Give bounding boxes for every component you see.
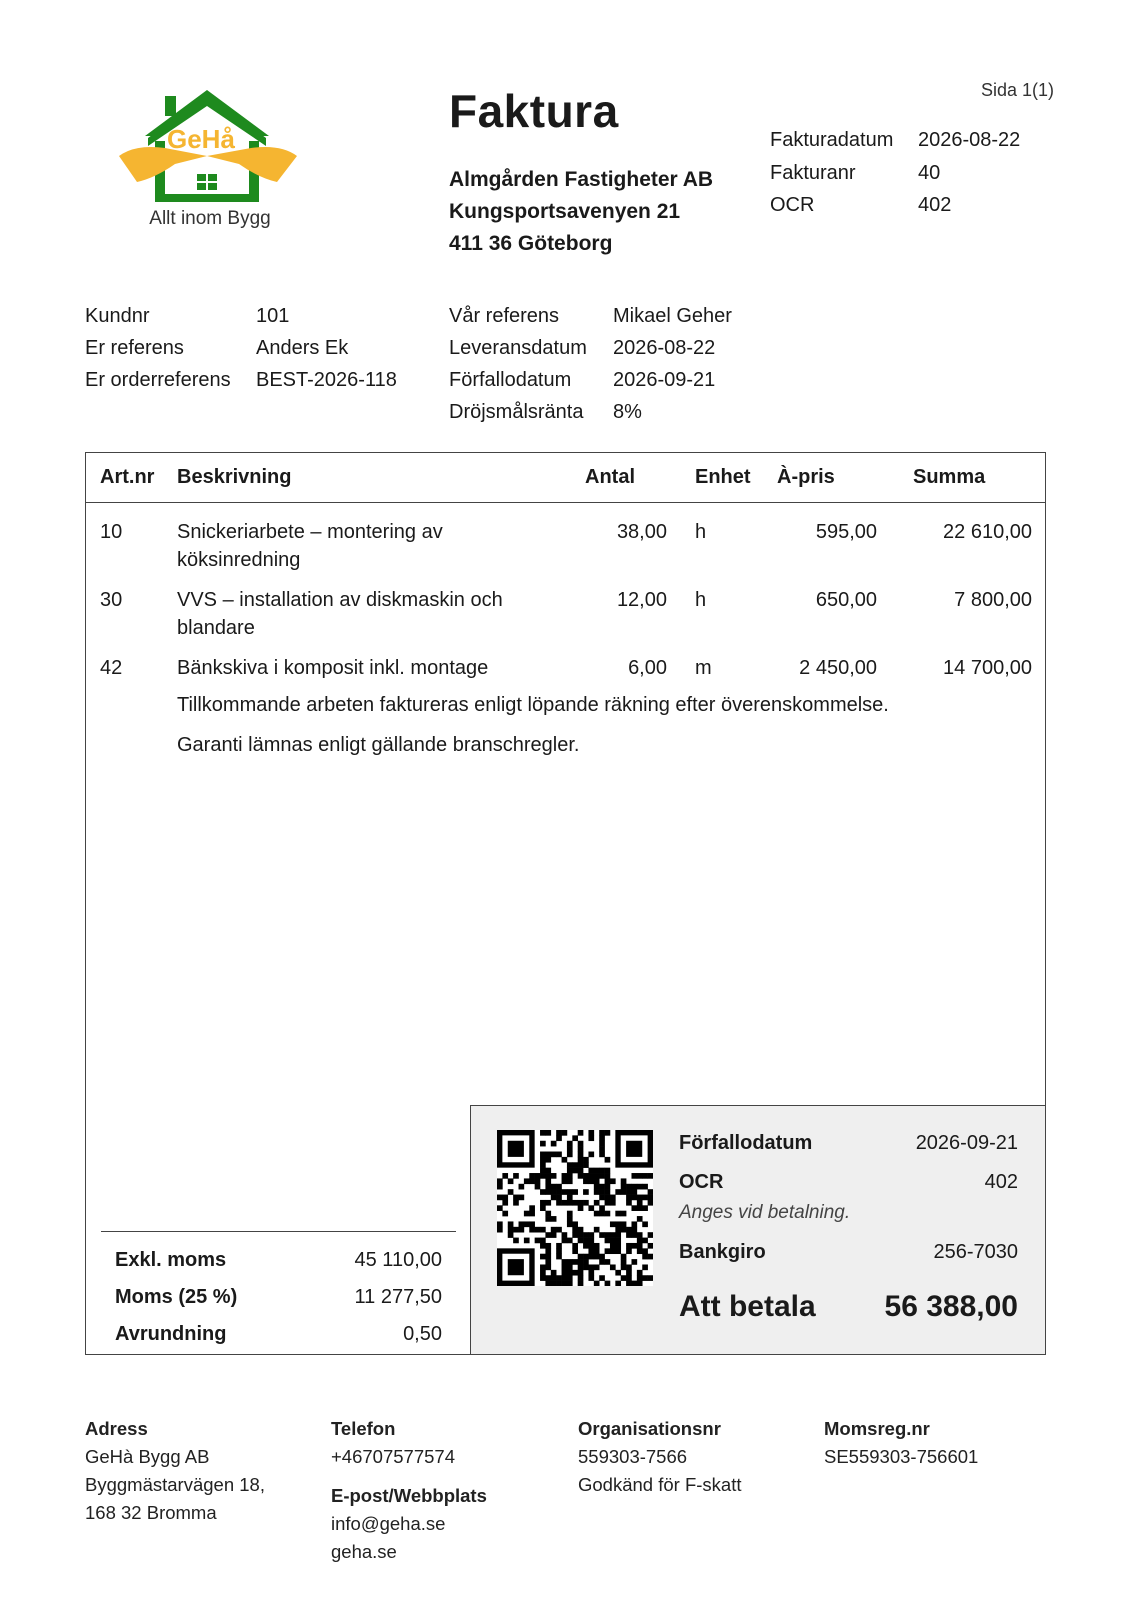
- meta-row-number: [770, 157, 1020, 190]
- totals-row: [115, 1279, 442, 1316]
- ref-value: 2026-09-21: [613, 369, 716, 391]
- payment-due-value: 2026-09-21: [915, 1132, 1018, 1154]
- cell-unit-price: 650,00: [815, 589, 877, 611]
- payment-bankgiro-label: Bankgiro: [679, 1241, 766, 1263]
- totals-row: [115, 1316, 442, 1353]
- ref-label: Leveransdatum: [449, 337, 587, 359]
- footer-website-link[interactable]: geha.se: [331, 1541, 397, 1562]
- company-logo: [115, 86, 305, 236]
- ref-row: [449, 332, 732, 364]
- col-header-unit-price: À-pris: [777, 466, 835, 488]
- ref-value: 101: [256, 305, 290, 327]
- footer-vat-number: SE559303-756601: [824, 1446, 979, 1467]
- footer-address-heading: Adress: [85, 1418, 148, 1439]
- payment-ocr-row: [679, 1171, 1018, 1194]
- meta-row-date: [770, 124, 1020, 157]
- seller-references: [449, 300, 732, 428]
- payment-ocr-label: OCR: [679, 1171, 724, 1193]
- ref-label: Er orderreferens: [85, 369, 231, 391]
- cell-total: 22 610,00: [943, 521, 1032, 543]
- ref-value: 2026-08-22: [613, 337, 716, 359]
- footer-phone-heading: Telefon: [331, 1418, 396, 1439]
- footer-org-number: 559303-7566: [578, 1446, 688, 1467]
- table-note: Tillkommande arbeten faktureras enligt löpande räkning efter överenskommelse.: [177, 694, 889, 716]
- payment-total-value: 56 388,00: [884, 1290, 1018, 1323]
- cell-description-line: köksinredning: [177, 549, 301, 571]
- meta-value: 2026-08-22: [918, 129, 1021, 151]
- page-indicator: Sida 1(1): [980, 80, 1054, 100]
- cell-description-line: blandare: [177, 617, 255, 639]
- meta-row-ocr: [770, 189, 1020, 222]
- footer-web-heading: E-post/Webbplats: [331, 1485, 487, 1506]
- cell-description: Bänkskiva i komposit inkl. montage: [177, 657, 489, 679]
- items-table-header: [85, 452, 1046, 503]
- meta-value: 402: [918, 194, 952, 216]
- meta-label: OCR: [770, 194, 815, 216]
- cell-unit: h: [695, 589, 707, 611]
- cell-unit: m: [695, 657, 712, 679]
- totals-value: 11 277,50: [354, 1286, 442, 1308]
- cell-description: [177, 518, 527, 574]
- document-title: Faktura: [449, 85, 619, 137]
- footer-contact: [331, 1415, 487, 1566]
- cell-total: 14 700,00: [943, 657, 1032, 679]
- ref-label: Vår referens: [449, 305, 560, 327]
- cell-quantity: 12,00: [616, 589, 667, 611]
- totals-label: Moms (25 %): [115, 1286, 238, 1308]
- footer-address-line: GeHà Bygg AB: [85, 1446, 210, 1467]
- footer-email-link[interactable]: info@geha.se: [331, 1513, 446, 1534]
- ref-label: Förfallodatum: [449, 369, 572, 391]
- footer-phone: +46707577574: [331, 1446, 455, 1467]
- ref-row: [85, 300, 397, 332]
- totals-value: 45 110,00: [354, 1249, 442, 1271]
- ref-value: Mikael Geher: [613, 305, 732, 327]
- ref-value: 8%: [613, 401, 642, 423]
- cell-quantity: 38,00: [616, 521, 667, 543]
- meta-label: Fakturadatum: [770, 129, 894, 151]
- footer-address-line: Byggmästarvägen 18,: [85, 1474, 265, 1495]
- footer-address: [85, 1415, 265, 1527]
- ref-row: [85, 332, 397, 364]
- totals-row: [115, 1242, 442, 1279]
- table-note: Garanti lämnas enligt gällande branschregler.: [177, 734, 580, 756]
- ref-label: Dröjsmålsränta: [449, 401, 584, 423]
- ref-label: Er referens: [85, 337, 184, 359]
- col-header-quantity: Antal: [585, 466, 635, 488]
- cell-unit-price: 2 450,00: [799, 657, 877, 679]
- footer-address-line: 168 32 Bromma: [85, 1502, 217, 1523]
- payment-ocr-hint: Anges vid betalning.: [679, 1202, 851, 1223]
- payment-due-row: [679, 1132, 1018, 1155]
- col-header-description: Beskrivning: [177, 466, 292, 488]
- footer-organisation: [578, 1415, 741, 1499]
- ref-label: Kundnr: [85, 305, 150, 327]
- footer-org-heading: Organisationsnr: [578, 1418, 721, 1439]
- payment-qr-code-icon: [497, 1130, 653, 1286]
- footer-vat: [824, 1415, 978, 1471]
- ref-row: [85, 364, 397, 396]
- logo-brand-text: GeHå: [167, 124, 235, 154]
- cell-total: 7 800,00: [954, 589, 1032, 611]
- qr-code-icon: [497, 1130, 653, 1286]
- cell-unit-price: 595,00: [815, 521, 877, 543]
- totals-label: Avrundning: [115, 1323, 227, 1345]
- ref-row: [449, 396, 732, 428]
- ref-value: Anders Ek: [256, 337, 349, 359]
- col-header-art: Art.nr: [100, 466, 155, 488]
- totals-label: Exkl. moms: [115, 1249, 227, 1271]
- payment-bankgiro-row: [679, 1241, 1018, 1264]
- cell-description-line: VVS – installation av diskmaskin och: [177, 589, 503, 611]
- meta-label: Fakturanr: [770, 161, 856, 184]
- logo-caption: Allt inom Bygg: [149, 208, 271, 229]
- col-header-unit: Enhet: [695, 466, 751, 488]
- totals-block: [115, 1242, 442, 1353]
- recipient-street: Kungsportsavenyen 21: [449, 200, 681, 223]
- cell-art: 30: [100, 589, 123, 611]
- ref-value: BEST-2026-118: [256, 369, 397, 391]
- col-header-total: Summa: [913, 466, 986, 488]
- totals-value: 0,50: [403, 1323, 442, 1345]
- payment-bankgiro-value: 256-7030: [933, 1241, 1018, 1263]
- cell-art: 42: [100, 657, 123, 679]
- recipient-address: [449, 164, 713, 260]
- cell-art: 10: [100, 521, 123, 543]
- payment-due-label: Förfallodatum: [679, 1132, 813, 1154]
- totals-divider: [101, 1231, 456, 1232]
- payment-ocr-value: 402: [984, 1171, 1018, 1193]
- cell-quantity: 6,00: [628, 657, 667, 679]
- recipient-city: 411 36 Göteborg: [449, 232, 613, 255]
- invoice-meta: [770, 124, 1020, 222]
- ref-row: [449, 300, 732, 332]
- recipient-name: Almgården Fastigheter AB: [449, 168, 714, 191]
- customer-references: [85, 300, 397, 396]
- cell-description: [177, 586, 527, 642]
- footer-ftax-note: Godkänd för F-skatt: [578, 1474, 742, 1495]
- cell-description-line: Snickeriarbete – montering av: [177, 521, 443, 543]
- meta-value: 40: [918, 161, 941, 184]
- cell-unit: h: [695, 521, 707, 543]
- payment-total-row: [679, 1290, 1018, 1324]
- ref-row: [449, 364, 732, 396]
- footer-vat-heading: Momsreg.nr: [824, 1418, 930, 1439]
- payment-total-label: Att betala: [679, 1290, 816, 1323]
